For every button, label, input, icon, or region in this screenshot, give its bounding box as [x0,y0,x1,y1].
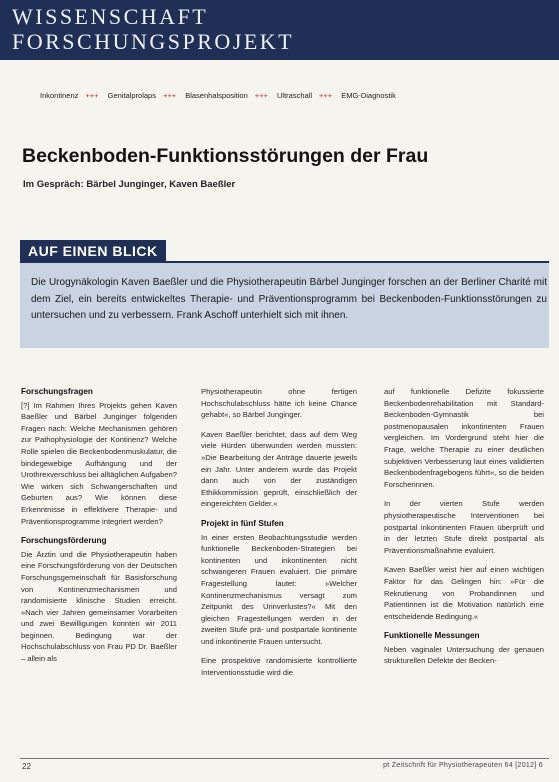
footer-source: pt Zeitschrift für Physiotherapeuten 64 [2012] 6 [383,762,543,769]
section-heading: Projekt in fünf Stufen [201,518,284,528]
tag: EMG-Diagnostik [341,91,396,100]
paragraph: Physiotherapeutin ohne fertigen Hochschulabschluss hätte ich keine Chance gehabt«, so Bärbel Junginger. [201,387,357,420]
summary-text: Die Urogynäkologin Kaven Baeßler und die Physiotherapeutin Bärbel Junginger forschen an der Berliner Charité mit dem Ziel, ein bereits entwickeltes Therapie- und Präventionsprogramm bei Beckenboden-Funktionsstörungen zu untersuchen und zu verbessern. Frank Aschoff unterhielt sich mit ihnen. [31,277,547,321]
banner-line-1: WISSENSCHAFT [12,4,209,29]
section-heading: Forschungsfragen [21,387,93,396]
banner-line-2: FORSCHUNGSPROJEKT [12,29,295,54]
paragraph: Kaven Baeßler weist hier auf einen wichtigen Faktor für das Gelingen hin: »Für die Rekrutierung von Probandinnen und Patientinnen ist die Motivation natürlich eine entscheidende Bedingung.« [384,565,544,621]
tag-separator: +++ [254,91,268,100]
tag: Inkontinenz [40,91,79,100]
paragraph: [?] Im Rahmen Ihres Projekts gehen Kaven Baeßler und Bärbel Junginger folgenden Fragen nach: Welche Mechanismen gehören zur Pathophysiologie der Kontinenz? Welche Rolle spielen die Beckenbodenmuskulatur, die bindegewebige Aufhängung und der Urothrexverschluss bei alltäglichen Aufgaben? Wie wirken sich Schwangerschaften und Geburten aus? Wie können diese Erkenntnisse in effektivere Therapie- und Präventionsprogramme integriert werden? [21,400,177,526]
column-1 [21,386,177,673]
paragraph: Eine prospektive randomisierte kontrollierte Interventionsstudie wird die [201,656,357,678]
paragraph: Die Ärztin und die Physiotherapeutin haben eine Forschungsförderung von der Deutschen Forschungsgemeinschaft für Basisforschung von Kontinenzmechanismen und randomisierte klinische Studien erreicht. »Nach vier Jahren gemeinsamer Vorarbeiten und zwei Bewilligungen konnten wir 2011 beginnen. Bedingung war der Hochschulabschluss von Frau PD Dr. Baeßler – allein als [21,549,177,664]
footer-rule [20,758,549,759]
paragraph: In einer ersten Beobachtungsstudie werden funktionelle Beckenboden-Strategien bei kontinenten und inkontinenten nicht schwangeren Frauen evaluiert. Die primäre Fragestellung lautet: »Welcher Kontinenzmechanismus versagt zum Zeitpunkt des Urinverlustes?« Mit den gleichen Fragestellungen werden in der zweiten Stufe prä- und postpartale kontinente und inkontinente Frauen untersucht. [201,532,357,646]
keyword-tags [40,91,396,100]
page-number: 22 [22,762,31,771]
tag-separator: +++ [85,91,99,100]
column-3 [384,386,544,675]
tag: Blasenhalsposition [185,91,248,100]
paragraph: Neben vaginaler Untersuchung der genauen strukturellen Defekte der Becken- [384,644,544,666]
tag: Ultraschall [277,91,313,100]
section-heading: Funktionelle Messungen [384,631,480,641]
summary-heading: AUF EINEN BLICK [20,240,166,262]
section-banner [0,0,559,60]
column-2 [201,386,357,687]
paragraph: Kaven Baeßler berichtet, dass auf dem Weg viele Hürden überwunden werden mussten: »Die Bearbeitung der Anträge dauerte jeweils ein Jahr. Unter anderem wurde das Projekt dann auch von der zuständigen Ethikkommission geprüft, einschließlich der eingereichten Gelder.« [201,429,357,509]
tag-separator: +++ [319,91,333,100]
article-title: Beckenboden-Funktionsstörungen der Frau [22,145,429,167]
tag: Genitalprolaps [107,91,156,100]
article-subtitle: Im Gespräch: Bärbel Junginger, Kaven Baeßler [23,179,236,190]
section-heading: Forschungsförderung [21,536,107,546]
paragraph: In der vierten Stufe werden physiotherapeutische Interventionen bei postpartal inkontinenten Frauen überprüft und in der letzten Stufe direkt postpartal als Präventionsmaßnahme evaluiert. [384,499,544,555]
tag-separator: +++ [162,91,177,100]
paragraph: auf funktionelle Defizite fokussierte Beckenbodenrehabilitation mit Standard-Beckenboden-Gymnastik bei postmenopausalen inkontinenten Frauen vergleichen. Im Vordergrund steht hier die Frage, welche Therapie zu einer deutlichen subjektiven Verbesserung laut eines validierten Beckenbodenfragebogens führt«, so die beiden Forscherinnen. [384,387,544,489]
